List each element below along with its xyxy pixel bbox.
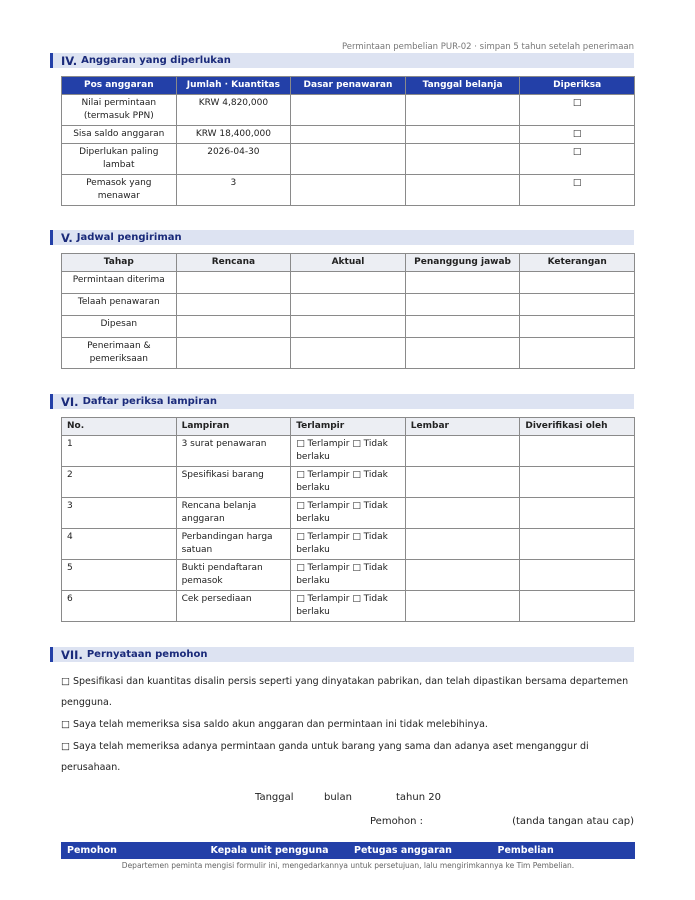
section-bar bbox=[50, 53, 53, 68]
section-4-heading bbox=[50, 53, 634, 68]
budget-item: Pemasok yang menawar bbox=[62, 175, 177, 206]
column-header: Jumlah · Kuantitas bbox=[176, 77, 291, 95]
verified-by-cell[interactable] bbox=[520, 560, 635, 591]
column-header: Aktual bbox=[291, 254, 406, 272]
table-row bbox=[62, 316, 635, 338]
section-bar bbox=[50, 394, 53, 409]
column-header: Terlampir bbox=[291, 418, 406, 436]
attachment-name: Spesifikasi barang bbox=[176, 467, 291, 498]
approval-bar bbox=[61, 842, 635, 859]
actual-cell[interactable] bbox=[291, 338, 406, 369]
budget-basis[interactable] bbox=[291, 144, 406, 175]
budget-item: Sisa saldo anggaran bbox=[62, 126, 177, 144]
stage-label: Telaah penawaran bbox=[62, 294, 177, 316]
pic-cell[interactable] bbox=[405, 294, 520, 316]
budget-date[interactable] bbox=[405, 144, 520, 175]
table-row bbox=[62, 560, 635, 591]
column-header: Dasar penawaran bbox=[291, 77, 406, 95]
section-7-heading bbox=[50, 647, 634, 662]
verified-by-cell[interactable] bbox=[520, 467, 635, 498]
form-page bbox=[50, 0, 634, 870]
table-row bbox=[62, 591, 635, 622]
sheets-cell[interactable] bbox=[405, 529, 520, 560]
table-header-row bbox=[62, 418, 635, 436]
pic-cell[interactable] bbox=[405, 338, 520, 369]
actual-cell[interactable] bbox=[291, 272, 406, 294]
section-bar bbox=[50, 230, 53, 245]
budget-amount[interactable]: KRW 18,400,000 bbox=[176, 126, 291, 144]
row-number: 6 bbox=[62, 591, 177, 622]
approval-unit-head: Kepala unit pengguna bbox=[210, 845, 329, 856]
column-header: Penanggung jawab bbox=[405, 254, 520, 272]
budget-date[interactable] bbox=[405, 95, 520, 126]
checkbox[interactable]: □ bbox=[520, 175, 635, 206]
budget-basis[interactable] bbox=[291, 175, 406, 206]
actual-cell[interactable] bbox=[291, 294, 406, 316]
section-6-heading bbox=[50, 394, 634, 409]
budget-amount[interactable]: 2026-04-30 bbox=[176, 144, 291, 175]
checkbox[interactable]: □ bbox=[520, 95, 635, 126]
delivery-schedule-table bbox=[61, 253, 635, 369]
attached-options[interactable]: □ Terlampir □ Tidak berlaku bbox=[291, 498, 406, 529]
section-number: VI. bbox=[61, 394, 79, 409]
budget-amount[interactable]: KRW 4,820,000 bbox=[176, 95, 291, 126]
section-number: VII. bbox=[61, 647, 83, 662]
sheets-cell[interactable] bbox=[405, 467, 520, 498]
column-header: No. bbox=[62, 418, 177, 436]
checkbox[interactable]: □ bbox=[520, 126, 635, 144]
attachments-table bbox=[61, 417, 635, 622]
date-year-label: tahun 20 bbox=[396, 792, 441, 803]
table-row bbox=[62, 436, 635, 467]
section-number: V. bbox=[61, 230, 73, 245]
table-header-row bbox=[62, 77, 635, 95]
column-header: Tahap bbox=[62, 254, 177, 272]
table-row bbox=[62, 467, 635, 498]
section-title: Daftar periksa lampiran bbox=[82, 396, 218, 407]
table-row bbox=[62, 338, 635, 369]
table-row bbox=[62, 529, 635, 560]
note-cell[interactable] bbox=[520, 316, 635, 338]
column-header: Lembar bbox=[405, 418, 520, 436]
stage-label: Penerimaan & pemeriksaan bbox=[62, 338, 177, 369]
sheets-cell[interactable] bbox=[405, 498, 520, 529]
table-row bbox=[62, 175, 635, 206]
table-row bbox=[62, 294, 635, 316]
header-note: Permintaan pembelian PUR-02 · simpan 5 tahun setelah penerimaan bbox=[341, 42, 634, 52]
actual-cell[interactable] bbox=[291, 316, 406, 338]
budget-date[interactable] bbox=[405, 126, 520, 144]
signature-hint: (tanda tangan atau cap) bbox=[512, 816, 634, 827]
approval-applicant: Pemohon bbox=[67, 845, 117, 856]
pic-cell[interactable] bbox=[405, 316, 520, 338]
checkbox[interactable]: □ bbox=[520, 144, 635, 175]
row-number: 3 bbox=[62, 498, 177, 529]
section-title: Pernyataan pemohon bbox=[86, 649, 208, 660]
statement-3[interactable]: □ Saya telah memeriksa adanya permintaan ganda untuk barang yang sama dan adanya aset menganggur di perusahaan. bbox=[61, 741, 589, 773]
column-header: Diperiksa bbox=[520, 77, 635, 95]
verified-by-cell[interactable] bbox=[520, 436, 635, 467]
column-header: Rencana bbox=[176, 254, 291, 272]
verified-by-cell[interactable] bbox=[520, 529, 635, 560]
column-header: Pos anggaran bbox=[62, 77, 177, 95]
plan-cell[interactable] bbox=[176, 294, 291, 316]
column-header: Tanggal belanja bbox=[405, 77, 520, 95]
approval-purchasing: Pembelian bbox=[497, 845, 554, 856]
approval-budget-officer: Petugas anggaran bbox=[354, 845, 452, 856]
date-day-label: Tanggal bbox=[255, 792, 294, 803]
table-row bbox=[62, 126, 635, 144]
plan-cell[interactable] bbox=[176, 272, 291, 294]
row-number: 2 bbox=[62, 467, 177, 498]
column-header: Lampiran bbox=[176, 418, 291, 436]
pic-cell[interactable] bbox=[405, 272, 520, 294]
applicant-line bbox=[50, 816, 634, 830]
table-header-row bbox=[62, 254, 635, 272]
applicant-label: Pemohon : bbox=[370, 816, 424, 827]
budget-date[interactable] bbox=[405, 175, 520, 206]
sheets-cell[interactable] bbox=[405, 436, 520, 467]
plan-cell[interactable] bbox=[176, 338, 291, 369]
footer-note: Departemen peminta mengisi formulir ini, mengedarkannya untuk persetujuan, lalu mengirimkannya ke Tim Pembelian. bbox=[121, 861, 575, 870]
row-number: 1 bbox=[62, 436, 177, 467]
budget-basis[interactable] bbox=[291, 95, 406, 126]
stage-label: Dipesan bbox=[62, 316, 177, 338]
sheets-cell[interactable] bbox=[405, 560, 520, 591]
table-row bbox=[62, 95, 635, 126]
budget-basis[interactable] bbox=[291, 126, 406, 144]
table-row bbox=[62, 498, 635, 529]
attached-options[interactable]: □ Terlampir □ Tidak berlaku bbox=[291, 529, 406, 560]
section-title: Jadwal pengiriman bbox=[76, 232, 182, 243]
budget-item: Nilai permintaan (termasuk PPN) bbox=[62, 95, 177, 126]
attached-options[interactable]: □ Terlampir □ Tidak berlaku bbox=[291, 591, 406, 622]
sheets-cell[interactable] bbox=[405, 591, 520, 622]
table-row bbox=[62, 144, 635, 175]
attachment-name: Perbandingan harga satuan bbox=[176, 529, 291, 560]
attached-options[interactable]: □ Terlampir □ Tidak berlaku bbox=[291, 560, 406, 591]
attachment-name: Bukti pendaftaran pemasok bbox=[176, 560, 291, 591]
section-5-heading bbox=[50, 230, 634, 245]
column-header: Keterangan bbox=[520, 254, 635, 272]
budget-item: Diperlukan paling lambat bbox=[62, 144, 177, 175]
section-number: IV. bbox=[61, 53, 78, 68]
statement-2[interactable]: □ Saya telah memeriksa sisa saldo akun anggaran dan permintaan ini tidak melebihinya. bbox=[61, 719, 488, 730]
section-bar bbox=[50, 647, 53, 662]
attachment-name: 3 surat penawaran bbox=[176, 436, 291, 467]
verified-by-cell[interactable] bbox=[520, 591, 635, 622]
table-row bbox=[62, 272, 635, 294]
note-cell[interactable] bbox=[520, 294, 635, 316]
budget-table bbox=[61, 76, 635, 206]
note-cell[interactable] bbox=[520, 338, 635, 369]
statement-1[interactable]: □ Spesifikasi dan kuantitas disalin persis seperti yang dinyatakan pabrikan, dan telah dipastikan bersama departemen pengguna. bbox=[61, 676, 629, 708]
attached-options[interactable]: □ Terlampir □ Tidak berlaku bbox=[291, 436, 406, 467]
section-title: Anggaran yang diperlukan bbox=[81, 55, 231, 66]
attachment-name: Rencana belanja anggaran bbox=[176, 498, 291, 529]
stage-label: Permintaan diterima bbox=[62, 272, 177, 294]
row-number: 4 bbox=[62, 529, 177, 560]
attachment-name: Cek persediaan bbox=[176, 591, 291, 622]
column-header: Diverifikasi oleh bbox=[520, 418, 635, 436]
date-month-label: bulan bbox=[324, 792, 352, 803]
row-number: 5 bbox=[62, 560, 177, 591]
note-cell[interactable] bbox=[520, 272, 635, 294]
date-line bbox=[50, 792, 634, 806]
attached-options[interactable]: □ Terlampir □ Tidak berlaku bbox=[291, 467, 406, 498]
verified-by-cell[interactable] bbox=[520, 498, 635, 529]
plan-cell[interactable] bbox=[176, 316, 291, 338]
budget-amount[interactable]: 3 bbox=[176, 175, 291, 206]
